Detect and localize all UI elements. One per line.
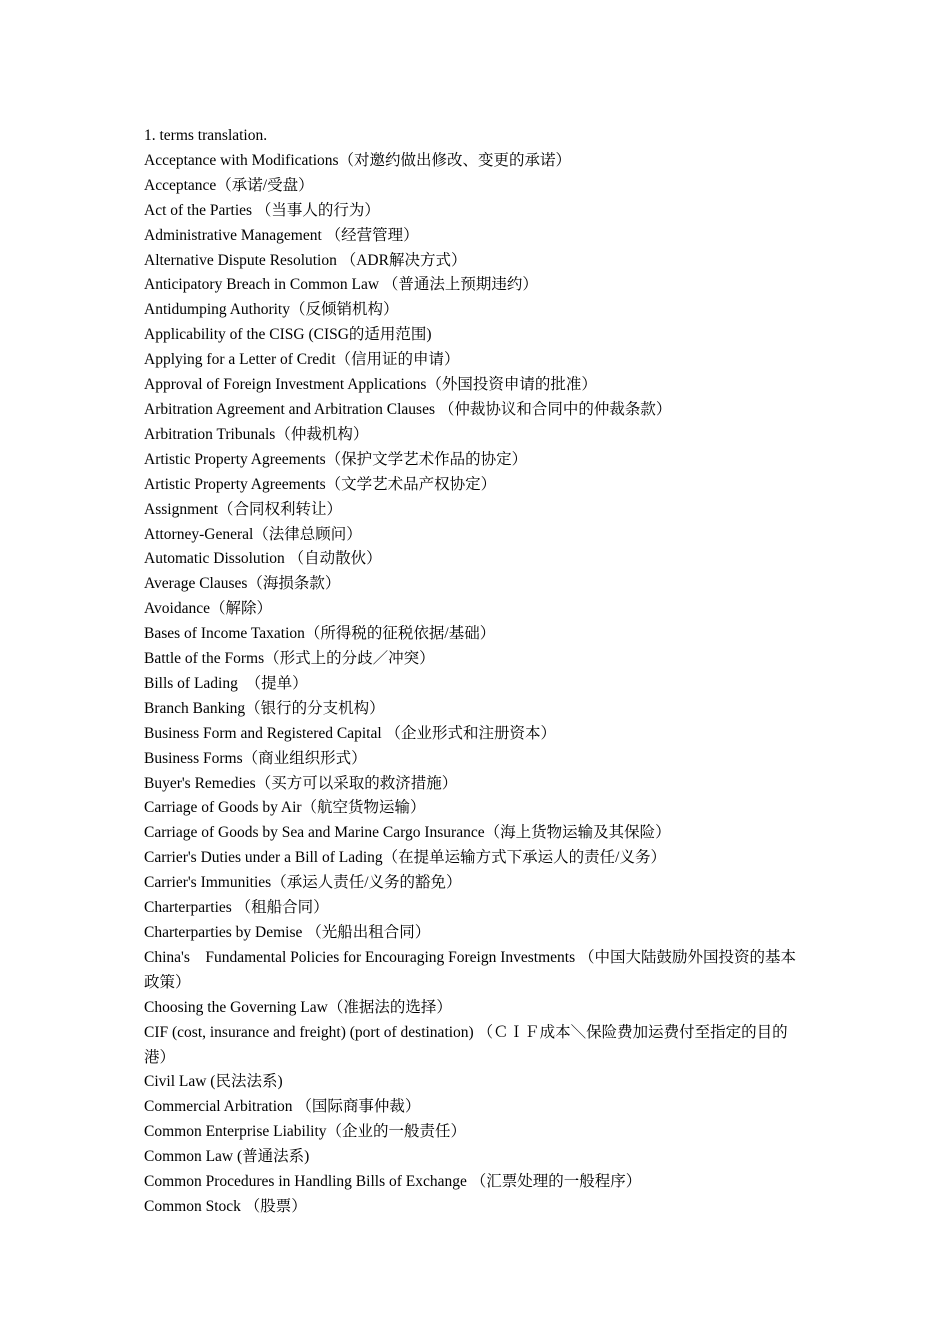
term-line: Automatic Dissolution （自动散伙） <box>144 550 382 568</box>
term-line: Approval of Foreign Investment Applications（外国投资申请的批准） <box>144 376 597 394</box>
term-line: Charterparties （租船合同） <box>144 899 329 917</box>
term-line: Commercial Arbitration （国际商事仲裁） <box>144 1098 421 1116</box>
term-line: Assignment（合同权利转让） <box>144 500 343 518</box>
term-line: Charterparties by Demise （光船出租合同） <box>144 924 431 941</box>
term-line: Common Procedures in Handling Bills of Exchange （汇票处理的一般程序） <box>144 1173 642 1191</box>
term-line: Buyer's Remedies（买方可以采取的救济措施） <box>144 774 458 792</box>
term-line: Common Stock （股票） <box>144 1197 307 1215</box>
term-line: Average Clauses（海损条款） <box>144 575 341 593</box>
term-line: Choosing the Governing Law（准据法的选择） <box>144 998 452 1016</box>
term-line: Administrative Management （经营管理） <box>144 226 419 244</box>
section-heading: 1. terms translation. <box>144 127 268 144</box>
term-line: Avoidance（解除） <box>144 600 272 618</box>
term-line: Carriage of Goods by Air（航空货物运输） <box>144 799 426 817</box>
term-line: Civil Law (民法法系) <box>144 1073 283 1091</box>
term-line: Anticipatory Breach in Common Law （普通法上预期违约） <box>144 276 538 294</box>
term-line: Carriage of Goods by Sea and Marine Cargo Insurance（海上货物运输及其保险） <box>144 824 671 842</box>
term-line: Business Form and Registered Capital （企业形式和注册资本） <box>144 724 557 742</box>
term-line: Bills of Lading （提单） <box>144 674 308 692</box>
term-line: Carrier's Duties under a Bill of Lading（在提单运输方式下承运人的责任/义务） <box>144 849 666 867</box>
term-line: Arbitration Agreement and Arbitration Clauses （仲裁协议和合同中的仲裁条款） <box>144 400 672 418</box>
term-line: China's Fundamental Policies for Encouraging Foreign Investments （中国大陆鼓励外国投资的基本政策） <box>144 948 797 991</box>
term-line: Common Law (普通法系) <box>144 1148 310 1166</box>
term-line: Arbitration Tribunals（仲裁机构） <box>144 425 369 443</box>
term-line: Applicability of the CISG (CISG的适用范围) <box>144 326 432 344</box>
term-line: Applying for a Letter of Credit（信用证的申请） <box>144 351 460 369</box>
term-line: Acceptance with Modifications（对邀约做出修改、变更的承诺） <box>144 151 572 169</box>
term-line: Antidumping Authority（反倾销机构） <box>144 301 399 319</box>
term-line: CIF (cost, insurance and freight) (port of destination) （ＣＩＦ成本＼保险费加运费付至指定的目的港） <box>144 1023 788 1066</box>
term-line: Attorney-General（法律总顾问） <box>144 525 362 543</box>
term-line: Artistic Property Agreements（保护文学艺术作品的协定） <box>144 450 528 468</box>
term-line: Carrier's Immunities（承运人责任/义务的豁免） <box>144 874 462 892</box>
term-line: Branch Banking（银行的分支机构） <box>144 699 385 717</box>
term-line: Bases of Income Taxation（所得税的征税依据/基础） <box>144 625 496 643</box>
term-line: Alternative Dispute Resolution （ADR解决方式） <box>144 251 467 269</box>
term-line: Business Forms（商业组织形式） <box>144 749 367 767</box>
term-line: Acceptance（承诺/受盘） <box>144 176 314 194</box>
term-line: Battle of the Forms（形式上的分歧／冲突） <box>144 650 435 668</box>
term-line: Artistic Property Agreements（文学艺术品产权协定） <box>144 475 497 493</box>
document-body <box>144 124 809 1220</box>
term-line: Common Enterprise Liability（企业的一般责任） <box>144 1123 467 1141</box>
term-line: Act of the Parties （当事人的行为） <box>144 201 380 219</box>
